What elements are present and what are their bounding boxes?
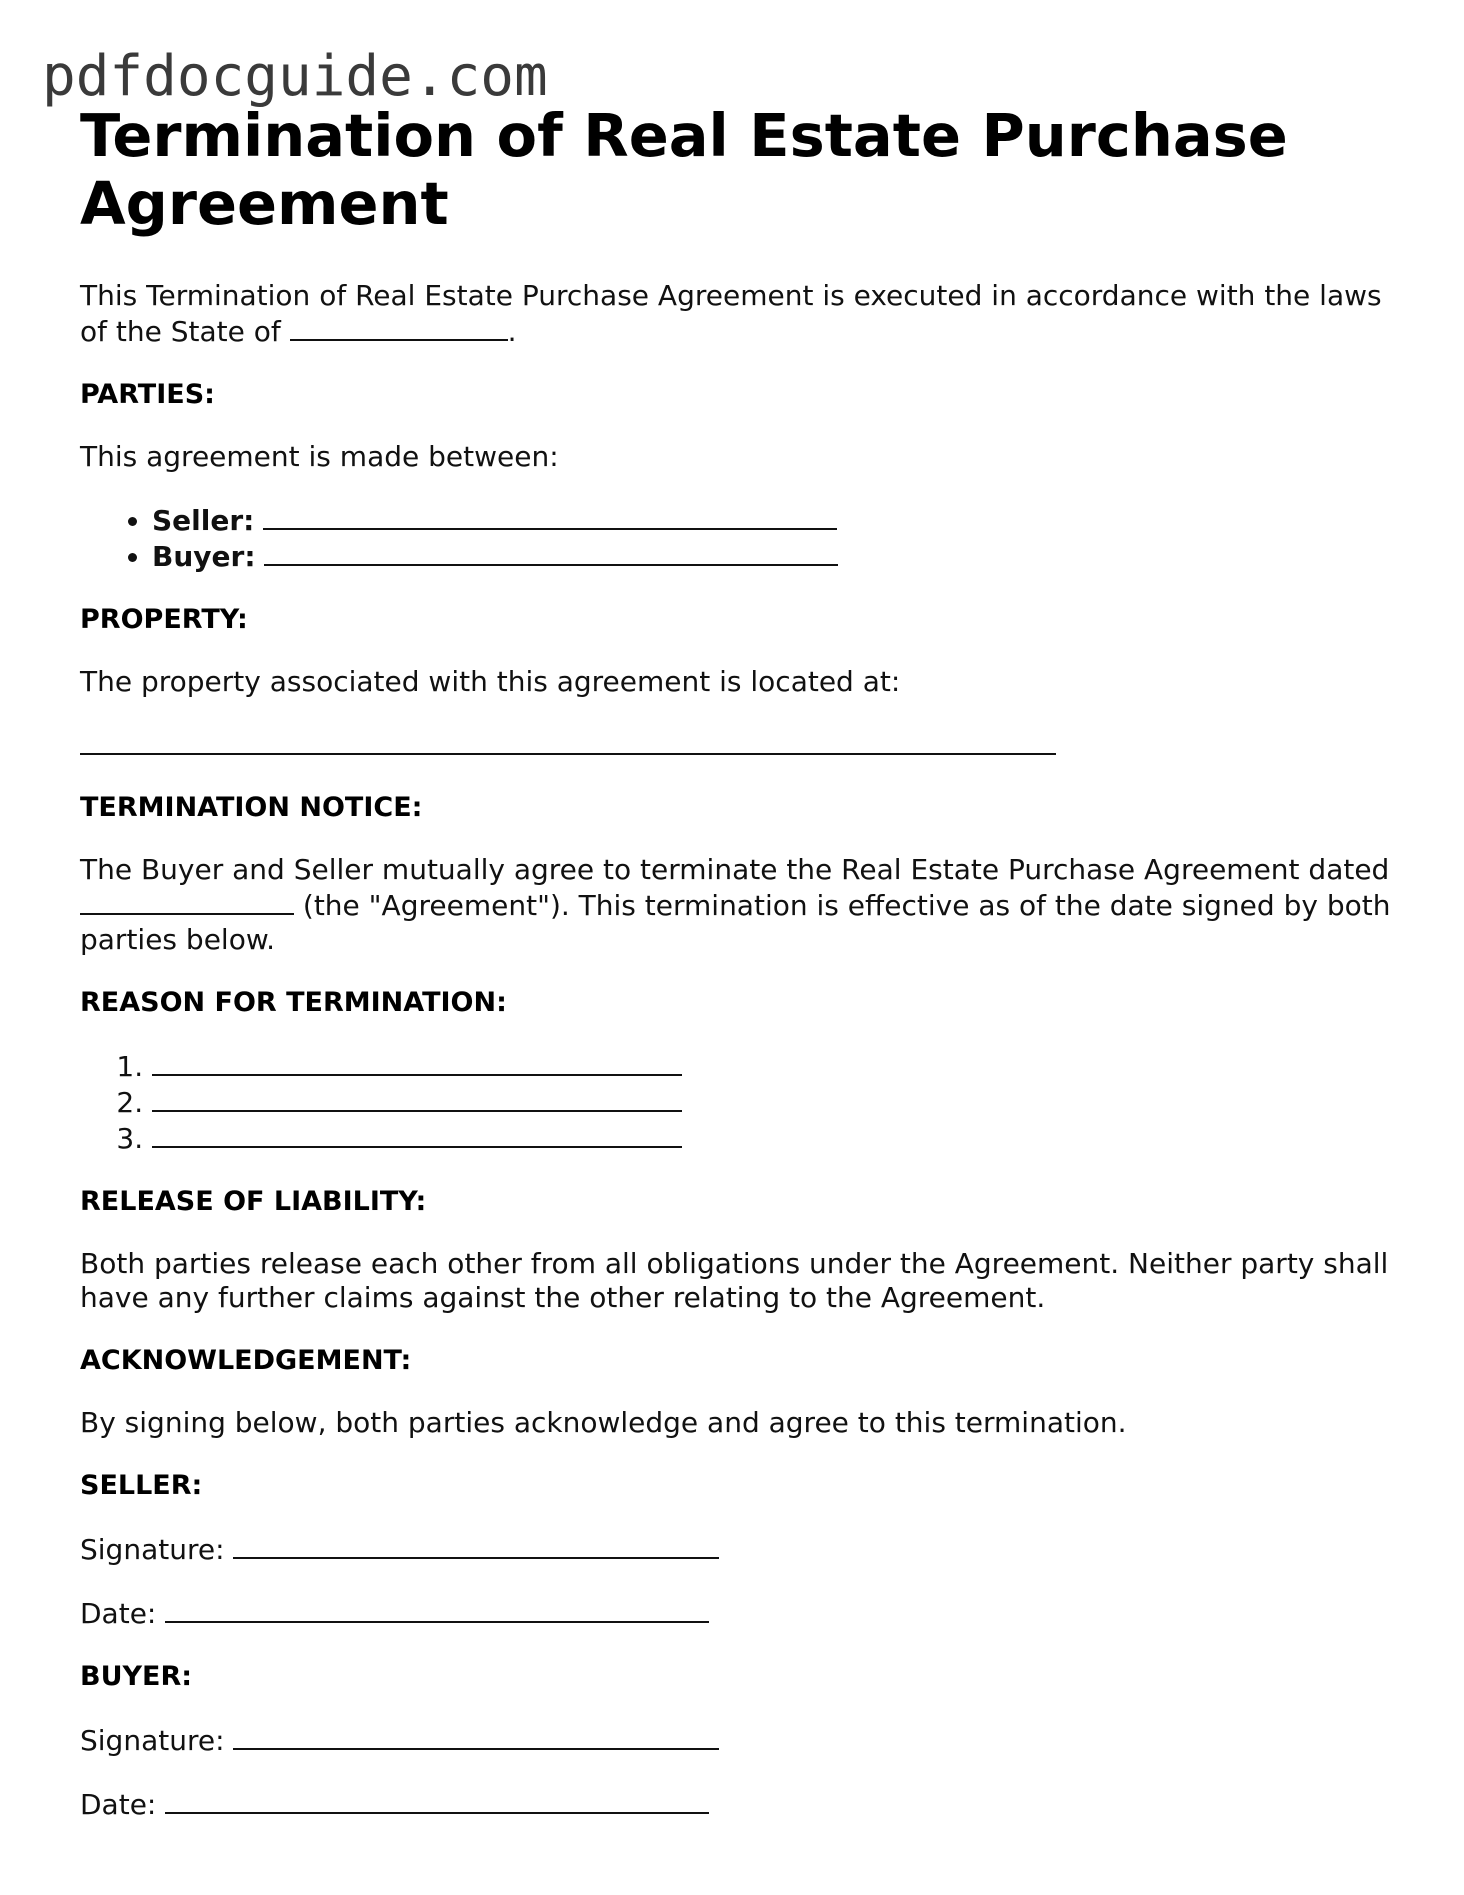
intro-text: This Termination of Real Estate Purchase Agreement is executed in accordance with the laws of the State of <box>80 279 1382 348</box>
seller-date-line <box>80 1595 1400 1631</box>
seller-date-label: Date: <box>80 1597 157 1630</box>
buyer-date-field[interactable] <box>165 1786 709 1814</box>
termination-notice-heading: TERMINATION NOTICE: <box>80 792 423 823</box>
seller-date-field[interactable] <box>165 1595 709 1623</box>
reason-field-2[interactable] <box>152 1084 682 1112</box>
reason-list <box>80 1048 1400 1156</box>
list-item <box>152 1048 1400 1084</box>
seller-label: Seller: <box>152 504 255 537</box>
buyer-name-field[interactable] <box>264 538 838 566</box>
buyer-signature-line <box>80 1722 1400 1758</box>
seller-name-field[interactable] <box>263 502 837 530</box>
buyer-signature-field[interactable] <box>233 1722 719 1750</box>
property-address-field[interactable] <box>80 727 1056 755</box>
intro-paragraph <box>80 279 1400 349</box>
buyer-signature-label: Signature: <box>80 1724 225 1757</box>
document <box>80 102 1400 1822</box>
reason-heading: REASON FOR TERMINATION: <box>80 987 507 1018</box>
list-item <box>152 1120 1400 1156</box>
acknowledgement-text: By signing below, both parties acknowledge and agree to this termination. <box>80 1406 1127 1439</box>
property-address-line <box>80 727 1400 763</box>
property-text: The property associated with this agreement is located at: <box>80 665 901 698</box>
release-heading: RELEASE OF LIABILITY: <box>80 1186 427 1217</box>
acknowledgement-heading: ACKNOWLEDGEMENT: <box>80 1345 412 1376</box>
list-item <box>152 1084 1400 1120</box>
page-title: Termination of Real Estate Purchase Agreement <box>80 101 1288 238</box>
buyer-date-label: Date: <box>80 1788 157 1821</box>
seller-signature-line <box>80 1531 1400 1567</box>
watermark-logo: pdfdocguide.com <box>42 44 548 109</box>
agreement-date-field[interactable] <box>80 887 294 915</box>
release-text: Both parties release each other from all obligations under the Agreement. Neither party shall have any further claims against the other relating to the Agreement. <box>80 1247 1389 1314</box>
termination-notice-paragraph <box>80 853 1400 957</box>
seller-heading: SELLER: <box>80 1470 203 1501</box>
parties-heading: PARTIES: <box>80 379 215 410</box>
termination-notice-text-before: The Buyer and Seller mutually agree to terminate the Real Estate Purchase Agreement dated <box>80 853 1390 886</box>
buyer-date-line <box>80 1786 1400 1822</box>
reason-field-1[interactable] <box>152 1048 682 1076</box>
parties-list <box>80 502 1400 574</box>
seller-signature-label: Signature: <box>80 1533 225 1566</box>
property-heading: PROPERTY: <box>80 604 248 635</box>
list-item <box>152 538 1400 574</box>
buyer-heading: BUYER: <box>80 1661 193 1692</box>
reason-field-3[interactable] <box>152 1120 682 1148</box>
termination-notice-text-after: (the "Agreement"). This termination is effective as of the date signed by both parties below. <box>80 889 1391 956</box>
state-field[interactable] <box>290 313 508 341</box>
seller-signature-field[interactable] <box>233 1531 719 1559</box>
parties-text: This agreement is made between: <box>80 440 559 473</box>
buyer-label: Buyer: <box>152 540 256 573</box>
intro-end: . <box>507 315 517 348</box>
list-item <box>152 502 1400 538</box>
